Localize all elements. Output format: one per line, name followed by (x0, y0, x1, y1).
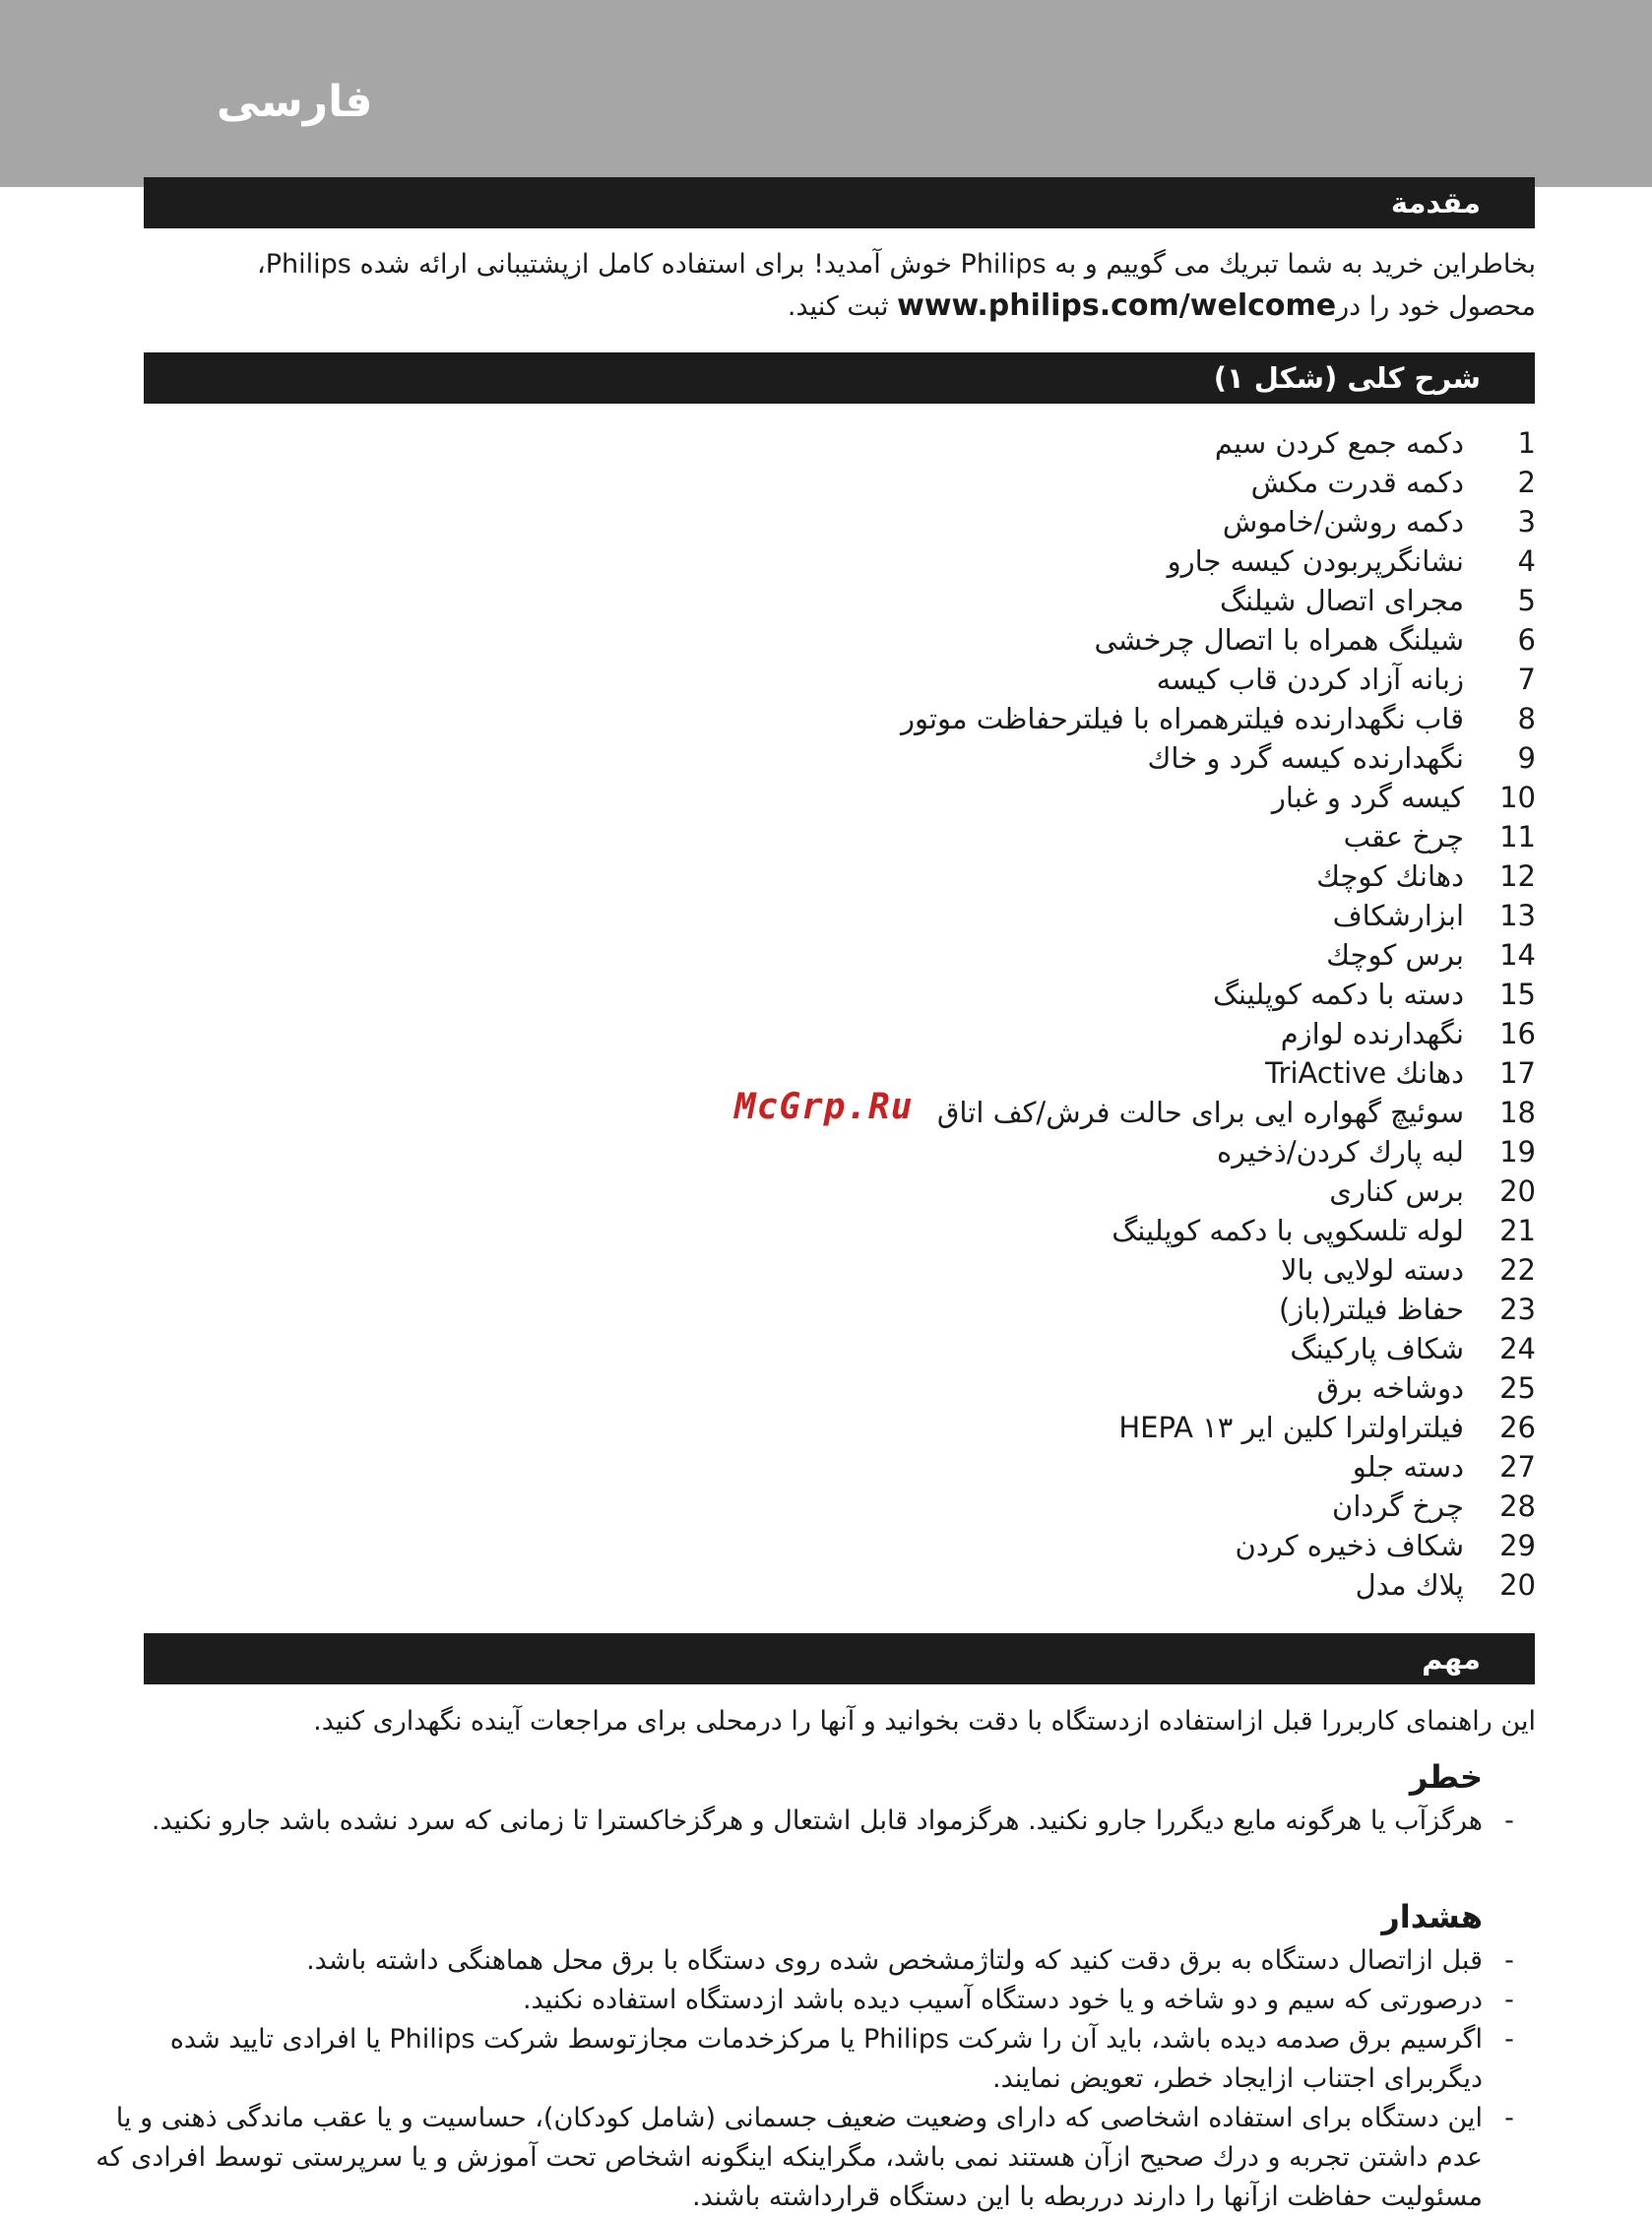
overview-item (551, 975, 1536, 1014)
intro-line-1: بخاطراین خرید به شما تبریك می گوییم و به Philips خوش آمدید! برای استفاده کامل ازپشتیبانی ارائه شده Philips، (257, 249, 1536, 280)
overview-item-text: لبه پارك كردن/ذخيره (1217, 1135, 1464, 1169)
overview-item-text: دکمه جمع کردن سیم (1214, 426, 1464, 460)
overview-item (551, 1053, 1536, 1093)
bullet-text: قبل ازاتصال دستگاه به برق دقت کنید که ولتاژمشخص شده روی دستگاه با برق محل هماهنگی داشته باشد. (306, 1945, 1483, 1976)
overview-item-text: دوشاخه برق (1316, 1371, 1464, 1405)
overview-item-number: 21 (1499, 1214, 1536, 1247)
overview-item (551, 1132, 1536, 1172)
bullet-text: این دستگاه برای استفاده اشخاصی که دارای وضعیت ضعیف جسمانی (شامل کودکان)، حساسیت و یا عقب ماندگی ذهنی و یا عدم داشتن تجربه و درك صحیح ازآن هستند نمی باشد، مگراینکه اینگونه اشخاص تحت آموزش و یا سرپرستی توسط افرادی که مسئولیت حفاظت ازآنها را دارند درربطه با این دستگاه قرارداشته باشند. (95, 2103, 1483, 2212)
overview-item (551, 896, 1536, 935)
overview-item-number: 2 (1517, 466, 1536, 499)
overview-item (551, 935, 1536, 975)
overview-item-number: 13 (1499, 899, 1536, 932)
overview-item-text: دهانك TriActive (1265, 1056, 1464, 1090)
overview-item-text: برس کناری (1329, 1174, 1464, 1208)
bullet-item (79, 2099, 1536, 2217)
bullet-dash: - (1504, 2024, 1514, 2055)
overview-item (551, 817, 1536, 856)
overview-item-number: 11 (1499, 820, 1536, 854)
overview-item-text: شیلنگ همراه با اتصال چرخشی (1094, 623, 1464, 657)
overview-item-number: 25 (1499, 1371, 1536, 1405)
overview-item-text: حفاظ فیلتر(باز) (1279, 1293, 1464, 1326)
overview-item (551, 502, 1536, 541)
bullet-item (79, 1981, 1536, 2020)
overview-item-text: چرخ عقب (1343, 820, 1464, 854)
language-title: فارسی (217, 77, 373, 127)
overview-item (551, 581, 1536, 620)
section-bar-intro (144, 177, 1535, 228)
overview-item-text: قاب نگهدارنده فیلترهمراه با فیلترحفاظت موتور (900, 702, 1464, 735)
overview-item (551, 463, 1536, 502)
overview-item-number: 18 (1499, 1096, 1536, 1129)
overview-item-text: شكاف ذخيره کردن (1235, 1529, 1464, 1562)
bullet-text: درصورتی که سیم و دو شاخه و یا خود دستگاه آسیب دیده باشد ازدستگاه استفاده نکنید. (522, 1985, 1483, 2015)
overview-item-number: 15 (1499, 978, 1536, 1011)
overview-item-text: نشانگرپربودن کیسه جارو (1167, 544, 1464, 578)
warning-heading: هشدار (1381, 1898, 1483, 1935)
bullet-item (79, 1802, 1536, 1841)
overview-item (551, 778, 1536, 817)
overview-item-number: 16 (1499, 1017, 1536, 1050)
intro-line-2-suffix: ثبت کنید. (787, 291, 898, 322)
overview-item-number: 23 (1499, 1293, 1536, 1326)
overview-item (551, 1487, 1536, 1526)
section-bar-overview (144, 352, 1535, 404)
overview-item (551, 1211, 1536, 1250)
overview-item-text: نگهدارنده کیسه گرد و خاك (1147, 741, 1464, 775)
overview-item-text: کیسه گرد و غبار (1271, 781, 1464, 814)
warning-list (79, 1941, 1536, 2217)
overview-item (551, 541, 1536, 581)
overview-item-text: دسته با دکمه کوپلینگ (1212, 978, 1464, 1011)
overview-item-text: سوئیچ گهواره ایی برای حالت فرش/کف اتاق (936, 1096, 1464, 1129)
important-intro: این راهنمای کاربررا قبل ازاستفاده ازدستگاه با دقت بخوانید و آنها را درمحلی برای مراجعات آینده نگهداری کنید. (313, 1706, 1536, 1737)
bullet-text: اگرسیم برق صدمه دیده باشد، باید آن را شرکت Philips یا مرکزخدمات مجازتوسط شرکت Philips یا افرادی تایید شده دیگربرای اجتناب ازایجاد خطر، تعویض نمایند. (169, 2024, 1483, 2094)
overview-item-text: دهانك كوچك (1316, 859, 1464, 893)
overview-item (551, 1290, 1536, 1329)
overview-item-number: 24 (1499, 1332, 1536, 1365)
overview-item-number: 14 (1499, 938, 1536, 972)
bullet-dash: - (1504, 1805, 1514, 1836)
overview-item (551, 620, 1536, 660)
overview-item-number: 7 (1517, 663, 1536, 696)
intro-line-2-prefix: محصول خود را در (1336, 291, 1536, 322)
overview-item-text: لوله تلسکوپی با دکمه کوپلینگ (1112, 1214, 1464, 1247)
overview-item (551, 1565, 1536, 1605)
overview-item-number: 20 (1499, 1174, 1536, 1208)
overview-item-text: زبانه آزاد کردن قاب کیسه (1156, 663, 1464, 696)
overview-item (551, 1447, 1536, 1487)
section-title-important: مهم (1422, 1642, 1481, 1676)
overview-item-text: شکاف پارکینگ (1290, 1332, 1464, 1365)
overview-item (551, 1250, 1536, 1290)
section-bar-important (144, 1633, 1535, 1684)
bullet-item (79, 2020, 1536, 2099)
overview-item (551, 1408, 1536, 1447)
welcome-url: www.philips.com/welcome (897, 288, 1337, 323)
bullet-dash: - (1504, 1985, 1514, 2015)
overview-list (551, 423, 1536, 1605)
danger-heading: خطر (1409, 1758, 1483, 1796)
overview-item (551, 1093, 1536, 1132)
overview-item (551, 660, 1536, 699)
overview-item (551, 856, 1536, 896)
section-title-intro: مقدمة (1390, 186, 1481, 220)
bullet-dash: - (1504, 2103, 1514, 2133)
overview-item-number: 27 (1499, 1450, 1536, 1484)
overview-item (551, 423, 1536, 463)
bullet-item (79, 1941, 1536, 1981)
overview-item-text: مجرای اتصال شیلنگ (1220, 584, 1464, 617)
watermark: McGrp.Ru (734, 1087, 914, 1127)
overview-item-text: دکمه روشن/خاموش (1222, 505, 1464, 538)
overview-item-number: 28 (1499, 1489, 1536, 1523)
overview-item-number: 17 (1499, 1056, 1536, 1090)
overview-item-text: ابزارشکاف (1332, 899, 1464, 932)
section-title-overview: شرح کلی (شکل ۱) (1213, 361, 1481, 395)
overview-item-number: 29 (1499, 1529, 1536, 1562)
overview-item-number: 1 (1517, 426, 1536, 460)
danger-list (79, 1802, 1536, 1841)
overview-item-text: نگهدارنده لوازم (1280, 1017, 1464, 1050)
overview-item-number: 3 (1517, 505, 1536, 538)
overview-item-number: 9 (1517, 741, 1536, 775)
overview-item-number: 19 (1499, 1135, 1536, 1169)
overview-item (551, 1368, 1536, 1408)
overview-item-text: چرخ گردان (1332, 1489, 1464, 1523)
overview-item-text: دسته لولایی بالا (1281, 1253, 1464, 1287)
overview-item (551, 1014, 1536, 1053)
overview-item-text: برس كوچك (1326, 938, 1464, 972)
bullet-text: هرگزآب یا هرگونه مایع دیگررا جارو نکنید. هرگزمواد قابل اشتعال و هرگزخاکسترا تا زمانی که سرد نشده باشد جارو نکنید. (151, 1805, 1483, 1836)
overview-item-number: 4 (1517, 544, 1536, 578)
overview-item (551, 738, 1536, 778)
overview-item-number: 8 (1517, 702, 1536, 735)
overview-item-number: 26 (1499, 1411, 1536, 1444)
overview-item-number: 20 (1499, 1568, 1536, 1602)
intro-paragraph (118, 244, 1536, 328)
overview-item-number: 5 (1517, 584, 1536, 617)
overview-item (551, 1172, 1536, 1211)
overview-item (551, 699, 1536, 738)
overview-item-number: 6 (1517, 623, 1536, 657)
overview-item-text: فیلتراولترا کلین ایر HEPA ۱۳ (1118, 1411, 1464, 1444)
overview-item-text: پلاك مدل (1355, 1568, 1464, 1602)
overview-item (551, 1526, 1536, 1565)
overview-item-number: 22 (1499, 1253, 1536, 1287)
overview-item-number: 10 (1499, 781, 1536, 814)
overview-item-number: 12 (1499, 859, 1536, 893)
overview-item-text: دسته جلو (1352, 1450, 1464, 1484)
overview-item-text: دکمه قدرت مکش (1250, 466, 1464, 499)
intro-line-2 (118, 285, 1536, 328)
overview-item (551, 1329, 1536, 1368)
bullet-dash: - (1504, 1945, 1514, 1976)
